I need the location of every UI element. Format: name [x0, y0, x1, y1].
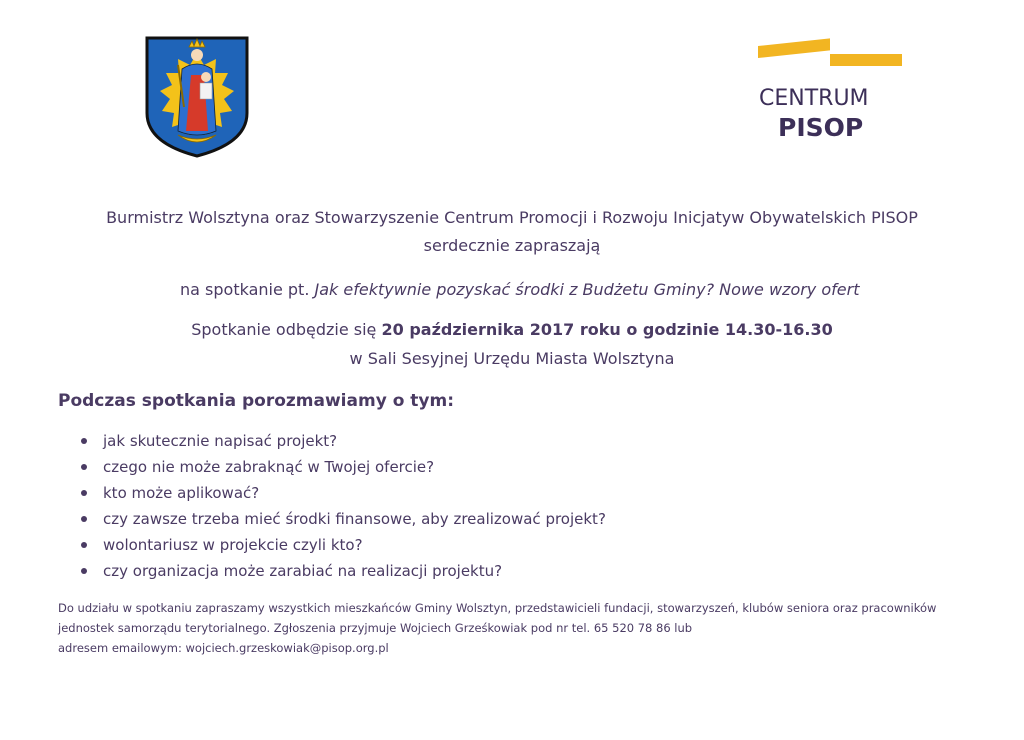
meeting-title: Jak efektywnie pozyskać środki z Budżetu Gminy? Nowe wzory ofert [314, 280, 860, 299]
topics-heading: Podczas spotkania porozmawiamy o tym: [58, 391, 455, 411]
footer-line: jednostek samorządu terytorialnego. Zgłoszenia przyjmuje Wojciech Grześkowiak pod nr tel. 65 520 78 86 lub [58, 621, 693, 635]
topic-item: kto może aplikować? [78, 480, 606, 506]
topic-item: czego nie może zabraknąć w Twojej ofercie? [78, 454, 606, 480]
coat-of-arms-icon [144, 35, 250, 159]
logo-text-centrum: CENTRUM [759, 86, 869, 111]
footer-line: Do udziału w spotkaniu zapraszamy wszystkich mieszkańców Gminy Wolsztyn, przedstawicieli fundacji, stowarzyszeń, klubów seniora oraz pracowników [58, 601, 937, 615]
meeting-date-line [0, 320, 1024, 339]
registration-info [58, 598, 978, 658]
topic-item: wolontariusz w projekcie czyli kto? [78, 532, 606, 558]
centrum-pisop-logo [756, 42, 904, 150]
meeting-location: w Sali Sesyjnej Urzędu Miasta Wolsztyna [349, 349, 675, 368]
meeting-title-line [180, 280, 859, 299]
topics-list [78, 428, 606, 584]
logo-accent-bar-right [830, 54, 902, 66]
topic-item: czy organizacja może zarabiać na realizacji projektu? [78, 558, 606, 584]
footer-line: adresem emailowym: wojciech.grzeskowiak@pisop.org.pl [58, 641, 389, 655]
topic-item: czy zawsze trzeba mieć środki finansowe, aby zrealizować projekt? [78, 506, 606, 532]
date-prefix: Spotkanie odbędzie się [191, 320, 382, 339]
meeting-prefix: na spotkanie pt. [180, 280, 315, 299]
logo-text-pisop: PISOP [778, 113, 864, 142]
logo-accent-bar-left [758, 38, 830, 58]
invitation-organizers: Burmistrz Wolsztyna oraz Stowarzyszenie Centrum Promocji i Rozwoju Inicjatyw Obywatelskich PISOP [106, 208, 918, 227]
topic-item: jak skutecznie napisać projekt? [78, 428, 606, 454]
invitation-cordially: serdecznie zapraszają [423, 236, 601, 255]
date-time: 20 października 2017 roku o godzinie 14.30-16.30 [381, 320, 833, 339]
